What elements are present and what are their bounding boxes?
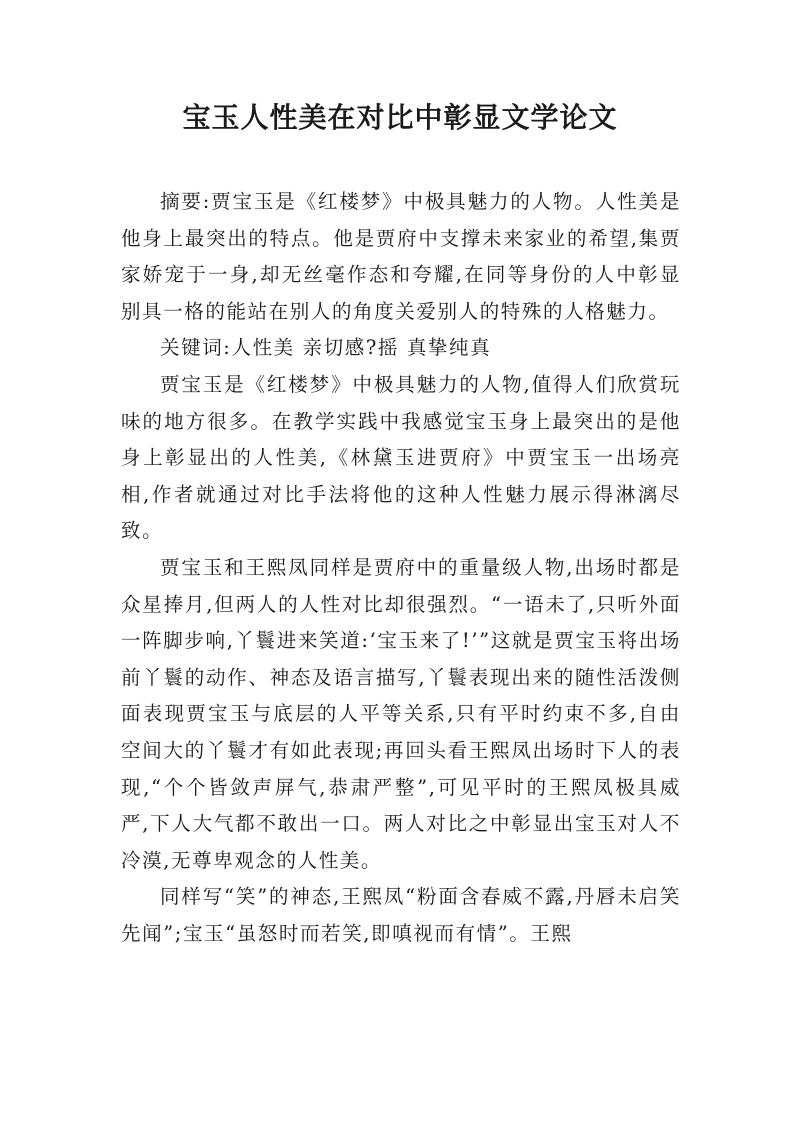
body-paragraph-intro: 贾宝玉是《红楼梦》中极具魅力的人物,值得人们欣赏玩味的地方很多。在教学实践中我感觉宝玉身上最突出的是他身上彰显出的人性美,《林黛玉进贾府》中贾宝玉一出场亮相,作者就通过对比手法将他的这种人性魅力展示得淋漓尽致。 <box>121 372 681 543</box>
keywords-paragraph: 关键词:人性美 亲切感?摇 真挚纯真 <box>160 336 492 360</box>
abstract-paragraph: 摘要:贾宝玉是《红楼梦》中极具魅力的人物。人性美是他身上最突出的特点。他是贾府中支撑未来家业的希望,集贾家娇宠于一身,却无丝毫作态和夸耀,在同等身份的人中彰显别具一格的能站在别人的角度关爱别人的特殊的人格魅力。 <box>121 190 681 323</box>
document-body <box>121 184 681 952</box>
body-paragraph-smile: 同样写“笑”的神态,王熙凤“粉面含春威不露,丹唇未启笑先闻”;宝玉“虽怒时而若笑,即嗔视而有情”。王熙 <box>121 885 681 945</box>
body-paragraph-contrast: 贾宝玉和王熙凤同样是贾府中的重量级人物,出场时都是众星捧月,但两人的人性对比却很强烈。“一语未了,只听外面一阵脚步响,丫鬟进来笑道:‘宝玉来了!’”这就是贾宝玉将出场前丫鬟的动作、神态及语言描写,丫鬟表现出来的随性活泼侧面表现贾宝玉与底层的人平等关系,只有平时约束不多,自由空间大的丫鬟才有如此表现;再回头看王熙凤出场时下人的表现,“个个皆敛声屏气,恭肃严整”,可见平时的王熙凤极具威严,下人大气都不敢出一口。两人对比之中彰显出宝玉对人不冷漠,无尊卑观念的人性美。 <box>121 555 681 872</box>
document-title: 宝玉人性美在对比中彰显文学论文 <box>182 101 618 134</box>
